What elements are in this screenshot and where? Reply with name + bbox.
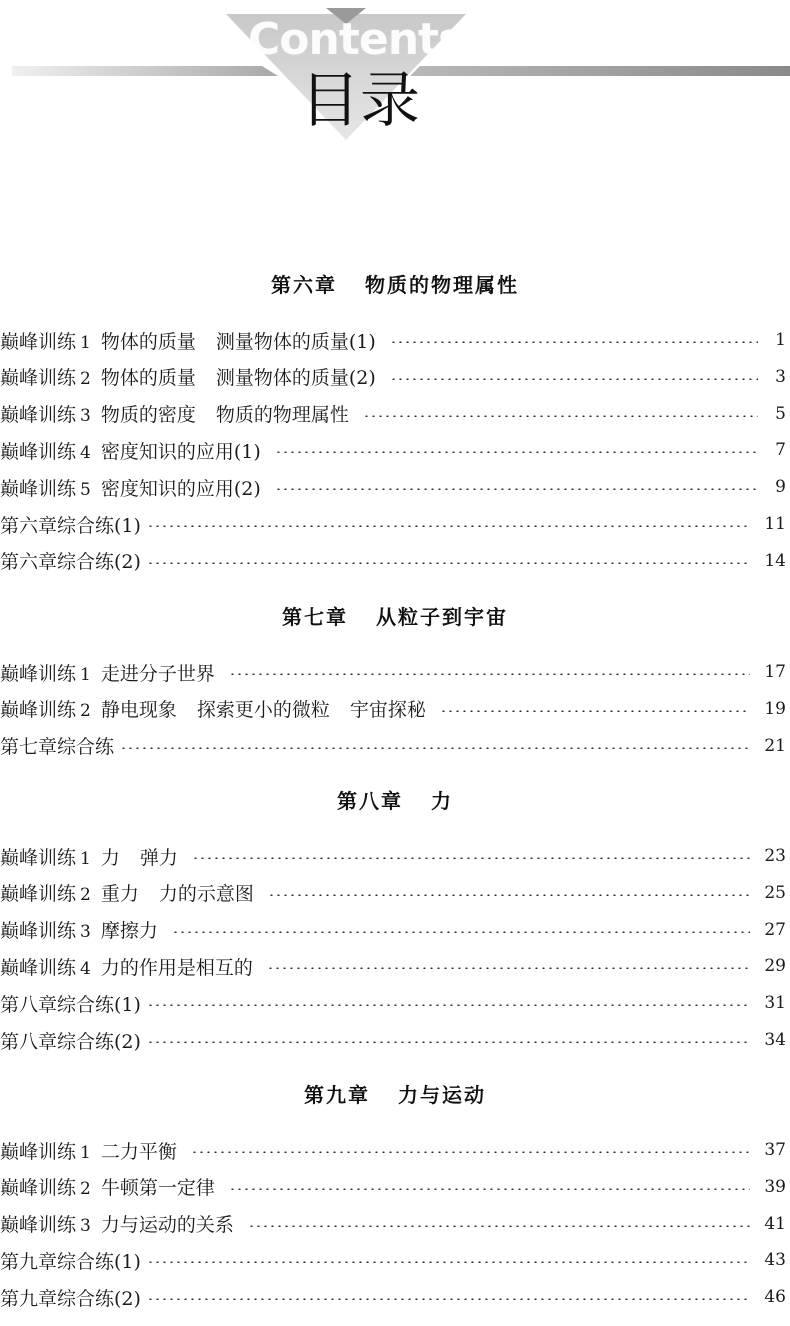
- toc-entry[interactable]: [0, 1242, 790, 1278]
- chapter-name: 从粒子到宇宙: [376, 605, 508, 629]
- entry-number: 2: [80, 1179, 91, 1200]
- page-number: 37: [764, 1140, 786, 1160]
- page-number: 17: [764, 662, 786, 682]
- entry-topic: 密度知识的应用(2): [100, 477, 261, 500]
- toc-entry[interactable]: [0, 654, 790, 690]
- chapter-title: [0, 270, 790, 300]
- entry-topic: 力与运动的关系: [100, 1214, 234, 1237]
- entry-number: 3: [80, 922, 91, 943]
- entry-prefix: 巅峰训练: [0, 699, 77, 722]
- dot-leader: [275, 451, 758, 453]
- chapter-title: [0, 1080, 790, 1110]
- entry-prefix: 巅峰训练: [0, 1177, 77, 1200]
- entry-topic: 探索更小的微粒: [196, 699, 330, 722]
- toc-entry[interactable]: [0, 1279, 790, 1315]
- toc-entry-label: [0, 1027, 141, 1054]
- chapter-title: [0, 786, 790, 816]
- entry-topic: 走进分子世界: [100, 662, 215, 685]
- toc-entry[interactable]: [0, 912, 790, 948]
- entry-number: 1: [80, 1142, 91, 1163]
- entry-number: 1: [80, 664, 91, 685]
- entry-number: 1: [80, 332, 91, 353]
- entry-prefix: 巅峰训练: [0, 846, 77, 869]
- dot-leader: [229, 1188, 751, 1190]
- entry-topic: 测量物体的质量(1): [215, 330, 376, 353]
- toc-entry-label: [0, 1173, 215, 1200]
- entry-prefix: 第六章综合练(2): [0, 551, 141, 574]
- entry-prefix: 巅峰训练: [0, 920, 77, 943]
- entry-prefix: 巅峰训练: [0, 1140, 77, 1163]
- entry-topic: 重力: [100, 883, 139, 906]
- chapter-number: 第六章: [271, 273, 337, 297]
- dot-leader: [192, 857, 750, 859]
- toc-entry[interactable]: [0, 838, 790, 874]
- entry-number: 3: [80, 406, 91, 427]
- dot-leader: [390, 378, 758, 380]
- page-number: 34: [764, 1030, 786, 1050]
- contents-watermark: Contents: [248, 14, 464, 65]
- chapter-name: 物质的物理属性: [365, 273, 519, 297]
- page-number: 25: [764, 882, 786, 903]
- entry-topic: 静电现象: [100, 699, 177, 722]
- toc-entry-label: [0, 953, 253, 980]
- entry-number: 4: [80, 958, 91, 979]
- toc-entry[interactable]: [0, 728, 790, 764]
- toc-entry-label: [0, 990, 141, 1017]
- dot-leader: [268, 894, 750, 896]
- entry-topic: 力的示意图: [158, 883, 254, 906]
- dot-leader: [275, 488, 758, 490]
- toc-entry-label: [0, 1247, 141, 1274]
- toc-entry-label: [0, 695, 426, 722]
- entry-topic: 物体的质量: [100, 367, 196, 390]
- dot-leader: [267, 967, 751, 969]
- dot-leader: [147, 562, 750, 564]
- toc-entry-label: [0, 1137, 177, 1164]
- entry-prefix: 第六章综合练(1): [0, 514, 141, 537]
- entry-prefix: 第七章综合练: [0, 736, 115, 759]
- toc-entry-label: [0, 659, 215, 686]
- page-number: 11: [764, 514, 786, 534]
- dot-leader: [147, 1298, 750, 1300]
- toc-entry-label: [0, 1210, 234, 1237]
- entry-number: 3: [80, 1216, 91, 1237]
- toc-entry[interactable]: [0, 432, 790, 468]
- page-number: 39: [764, 1176, 786, 1197]
- entry-prefix: 第九章综合练(1): [0, 1250, 141, 1273]
- dot-leader: [363, 415, 758, 417]
- dot-leader: [229, 673, 751, 675]
- entry-topic: 摩擦力: [100, 920, 158, 943]
- entry-prefix: 巅峰训练: [0, 883, 77, 906]
- toc-entry[interactable]: [0, 691, 790, 727]
- dot-leader: [172, 931, 751, 933]
- toc-entry-label: [0, 363, 376, 390]
- page-number: 29: [764, 956, 786, 977]
- page-number: 14: [764, 550, 786, 571]
- entry-number: 5: [80, 479, 91, 500]
- dot-leader: [147, 525, 750, 527]
- chapter-number: 第七章: [282, 605, 348, 629]
- toc-entry[interactable]: [0, 985, 790, 1021]
- entry-prefix: 巅峰训练: [0, 662, 77, 685]
- entry-topic: 物体的质量: [100, 330, 196, 353]
- entry-topic: 物质的密度: [100, 404, 196, 427]
- entry-prefix: 巅峰训练: [0, 440, 77, 463]
- chapter-number: 第八章: [337, 789, 403, 813]
- page-number: 7: [775, 440, 786, 461]
- dot-leader: [440, 710, 750, 712]
- toc-entry-label: [0, 916, 158, 943]
- entry-topic: 弹力: [139, 846, 178, 869]
- dot-leader: [191, 1151, 751, 1153]
- toc-entry-label: [0, 511, 141, 538]
- dot-leader: [390, 341, 758, 343]
- dot-leader: [147, 1261, 750, 1263]
- toc-entry[interactable]: [0, 322, 790, 358]
- toc-entry-label: [0, 1284, 141, 1311]
- toc-entry-label: [0, 400, 349, 427]
- toc-entry-label: [0, 547, 141, 574]
- dot-leader: [248, 1225, 751, 1227]
- toc-entry-label: [0, 879, 254, 906]
- toc-entry[interactable]: [0, 1132, 790, 1168]
- toc-entry[interactable]: [0, 359, 790, 395]
- entry-prefix: 巅峰训练: [0, 404, 77, 427]
- toc-entry-label: [0, 437, 261, 464]
- page-number: 5: [775, 403, 786, 424]
- entry-prefix: 巅峰训练: [0, 367, 77, 390]
- toc-entry[interactable]: [0, 396, 790, 432]
- entry-prefix: 第八章综合练(1): [0, 993, 141, 1016]
- entry-topic: 密度知识的应用(1): [100, 440, 261, 463]
- toc-entry[interactable]: [0, 875, 790, 911]
- entry-prefix: 巅峰训练: [0, 1214, 77, 1237]
- entry-prefix: 巅峰训练: [0, 477, 77, 500]
- toc-entry-label: [0, 474, 261, 501]
- toc-entry[interactable]: [0, 469, 790, 505]
- entry-topic: 物质的物理属性: [215, 404, 349, 427]
- chapter-number: 第九章: [304, 1083, 370, 1107]
- toc-entry[interactable]: [0, 948, 790, 984]
- toc-entry[interactable]: [0, 543, 790, 579]
- page-number: 31: [764, 993, 786, 1014]
- chapter-title: [0, 602, 790, 632]
- entry-number: 2: [80, 885, 91, 906]
- toc-entry[interactable]: [0, 1169, 790, 1205]
- page-number: 43: [764, 1250, 786, 1271]
- entry-topic: 力的作用是相互的: [100, 956, 253, 979]
- page-number: 19: [764, 698, 786, 719]
- chapter-name: 力与运动: [398, 1083, 486, 1107]
- chapter-name: 力: [431, 789, 453, 813]
- toc-entry-label: [0, 732, 114, 759]
- entry-prefix: 巅峰训练: [0, 956, 77, 979]
- page-number: 1: [775, 330, 786, 350]
- page-number: 3: [775, 366, 786, 387]
- entry-number: 2: [80, 369, 91, 390]
- entry-number: 4: [80, 442, 91, 463]
- page-number: 46: [764, 1287, 786, 1308]
- dot-leader: [147, 1041, 750, 1043]
- entry-number: 1: [80, 848, 91, 869]
- page-number: 21: [764, 735, 786, 756]
- page-number: 9: [775, 477, 786, 498]
- contents-header: [0, 0, 790, 160]
- toc-entry-label: [0, 843, 178, 870]
- page-title: 目录: [300, 66, 420, 136]
- entry-prefix: 第八章综合练(2): [0, 1030, 141, 1053]
- entry-topic: 宇宙探秘: [349, 699, 426, 722]
- toc-entry[interactable]: [0, 1206, 790, 1242]
- entry-topic: 二力平衡: [100, 1140, 177, 1163]
- entry-prefix: 第九章综合练(2): [0, 1287, 141, 1310]
- page-number: 27: [764, 919, 786, 940]
- toc-entry[interactable]: [0, 506, 790, 542]
- page-number: 41: [764, 1213, 786, 1234]
- entry-prefix: 巅峰训练: [0, 330, 77, 353]
- entry-number: 2: [80, 701, 91, 722]
- entry-topic: 牛顿第一定律: [100, 1177, 215, 1200]
- toc-entry[interactable]: [0, 1022, 790, 1058]
- toc-entry-label: [0, 327, 376, 354]
- dot-leader: [147, 1004, 750, 1006]
- dot-leader: [120, 747, 750, 749]
- entry-topic: 测量物体的质量(2): [215, 367, 376, 390]
- page-number: 23: [764, 846, 786, 866]
- entry-topic: 力: [100, 846, 120, 869]
